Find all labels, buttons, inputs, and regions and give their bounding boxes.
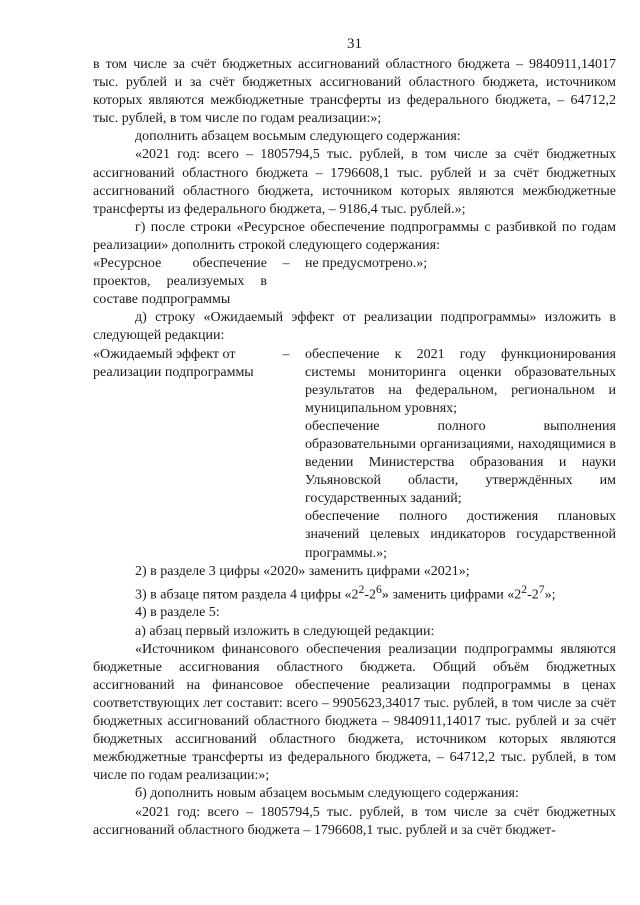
paragraph-item-g: г) после строки «Ресурсное обеспечение подпрограммы с разбивкой по годам реализации» дополнить строкой следующего содержания: [93, 219, 616, 253]
paragraph-item-3: 3) в абзаце пятом раздела 4 цифры «$2^2-2^6$» заменить цифрами «$2^2-2^7$»; [135, 582, 556, 603]
paragraph-add-eighth: дополнить абзацем восьмым следующего содержания: [135, 129, 461, 145]
paragraph-2021-last: «2021 год: всего – 1805794,5 тыс. рублей, в том числе за счёт бюджетных ассигнований областного бюджета – 1796608,1 тыс. рублей и за счёт бюджет- [93, 804, 616, 838]
document-page [93, 34, 616, 840]
paragraph-2021-year: «2021 год: всего – 1805794,5 тыс. рублей, в том числе за счёт бюджетных ассигнований областного бюджета – 1796608,1 тыс. рублей и за счёт бюджетных ассигнований областного бюджета, источником которых являются межбюджетные трансферты из федерального бюджета, – 9186,4 тыс. рублей.»; [93, 147, 616, 217]
resource-row-dash: – [282, 256, 290, 272]
effect-item-assignments: обеспечение полного выполнения образовательными организациями, находящимися в ведении Министерства образования и науки Ульяновской области, утверждённых им государственных заданий; [305, 418, 616, 507]
paragraph-item-4: 4) в разделе 5: [135, 605, 220, 621]
paragraph-item-2: 2) в разделе 3 цифры «2020» заменить цифрами «2021»; [135, 563, 470, 579]
effect-item-indicators: обеспечение полного достижения плановых значений целевых индикаторов государственной программы.»; [305, 509, 616, 561]
resource-row [93, 255, 616, 309]
paragraph-item-b: б) дополнить новым абзацем восьмым следующего содержания: [135, 786, 519, 802]
paragraph-item-d: д) строку «Ожидаемый эффект от реализации подпрограммы» изложить в следующей редакции: [93, 310, 616, 344]
effect-row [93, 346, 616, 563]
effect-item-monitoring: обеспечение к 2021 году функционирования системы мониторинга оценки образовательных результатов на федеральном, региональном и муниципальном уровнях; [305, 346, 616, 416]
paragraph-budget-total: в том числе за счёт бюджетных ассигнований областного бюджета – 9840911,14017 тыс. рублей и за счёт бюджетных ассигнований областного бюджета, источником которых являются межбюджетные трансферты из федерального бюджета, – 64712,2 тыс. рублей, в том числе по годам реализации:»; [93, 57, 616, 127]
effect-row-label: «Ожидаемый эффект от реализации подпрограммы [93, 346, 254, 380]
page-number: 31 [347, 36, 362, 52]
effect-row-value [305, 346, 616, 563]
resource-row-value: не предусмотрено.»; [305, 256, 428, 272]
resource-row-label: «Ресурсное обеспечение проектов, реализуемых в составе подпрограммы [93, 256, 267, 308]
paragraph-funding-source: «Источником финансового обеспечения реализации подпрограммы являются бюджетные ассигнования областного бюджета. Общий объём бюджетных ассигнований на финансовое обеспечение реализации подпрограммы в ценах соответствующих лет составит: всего – 9905623,34017 тыс. рублей, в том числе за счёт бюджетных ассигнований областного бюджета – 9840911,14017 тыс. рублей и за счёт бюджетных ассигнований областного бюджета, источником которых являются межбюджетные трансферты из федерального бюджета, – 64712,2 тыс. рублей, в том числе по годам реализации:»; [93, 641, 616, 784]
effect-row-dash: – [282, 346, 290, 362]
paragraph-item-a: а) абзац первый изложить в следующей редакции: [135, 623, 435, 639]
